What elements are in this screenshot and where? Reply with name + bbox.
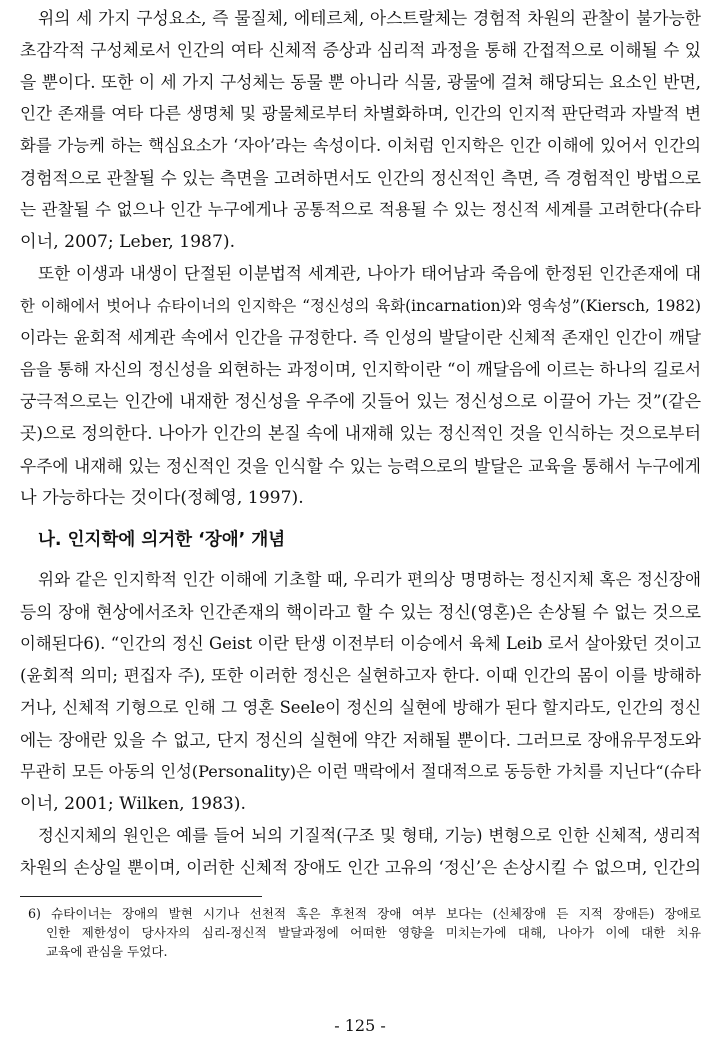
text-line: 에는 장애란 있을 수 없고, 단지 정신의 실현에 약간 저해될 뿐이다. 그러므로 장애유무정도와 [20, 730, 701, 750]
footnote-line: 6) 슈타이너는 장애의 발현 시기나 선천적 혹은 후천적 장애 여부 보다는 (신체장애 든 지적 장애든) 장애로 [28, 906, 701, 921]
footnote-divider [20, 896, 262, 897]
page-number: - 125 - [334, 1016, 386, 1035]
text-line: 곳)으로 정의한다. 나아가 인간의 본질 속에 내재해 있는 정신적인 것을 인식하는 것으로부터 [20, 424, 701, 444]
text-line: 차원의 손상일 뿐이며, 이러한 신체적 장애도 인간 고유의 ‘정신’은 손상시킬 수 없으며, 인간의 [20, 858, 701, 877]
text-line: 음을 통해 자신의 정신성을 외현하는 과정이며, 인지학이란 “이 깨달음에 이르는 하나의 길로서 [20, 360, 701, 379]
text-line: 이해된다6). “인간의 정신 Geist 이란 탄생 이전부터 이승에서 육체 Leib 로서 살아왔던 것이고 [20, 634, 701, 653]
text-line: 거나, 신체적 기형으로 인해 그 영혼 Seele이 정신의 실현에 방해가 된다 할지라도, 인간의 정신 [20, 698, 701, 717]
text-line: 궁극적으로는 인간에 내재한 정신성을 우주에 깃들어 있는 정신성으로 이끌어 가는 것”(같은 [20, 392, 701, 412]
text-line: (윤회적 의미; 편집자 주), 또한 이러한 정신은 실현하고자 한다. 이때 인간의 몸이 이를 방해하 [20, 666, 701, 685]
text-line: 나 가능하다는 것이다(정혜영, 1997). [20, 488, 304, 508]
text-line: 인간 존재를 여타 다른 생명체 및 광물체로부터 차별화하며, 인간의 인지적 판단력과 자발적 변 [20, 104, 701, 123]
text-line: 화를 가능케 하는 핵심요소가 ‘자아’라는 속성이다. 이처럼 인지학은 인간 이해에 있어서 인간의 [20, 136, 701, 155]
text-line: 등의 장애 현상에서조차 인간존재의 핵이라고 할 수 있는 정신(영혼)은 손상될 수 없는 것으로 [20, 602, 701, 622]
text-line: 무관히 모든 아동의 인성(Personality)은 이런 맥락에서 절대적으로 동등한 가치를 지닌다“(슈타 [20, 762, 702, 781]
text-line: 우주에 내재해 있는 정신적인 것을 인식할 수 있는 능력으로의 발달은 교육을 통해서 누구에게 [20, 456, 701, 476]
text-line: 경험적으로 관찰될 수 있는 측면을 고려하면서도 인간의 정신적인 측면, 즉 경험적인 방법으로 [20, 168, 701, 188]
footnote-line: 인한 제한성이 당사자의 심리-정신적 발달과정에 어떠한 영향을 미치는가에 대해, 나아가 이에 대한 치유 [46, 925, 701, 940]
text-line: 정신지체의 원인은 예를 들어 뇌의 기질적(구조 및 형태, 기능) 변형으로 인한 신체적, 생리적 [38, 826, 701, 845]
text-line: 한 이해에서 벗어나 슈타이너의 인지학은 “정신성의 육화(incarnation)와 영속성”(Kiersch, 1982) [20, 297, 701, 315]
text-line: 는 관찰될 수 없으나 인간 누구에게나 공통적으로 적용될 수 있는 정신적 세계를 고려한다(슈타 [20, 200, 701, 219]
section-heading: 나. 인지학에 의거한 ‘장애’ 개념 [38, 530, 286, 550]
text-line: 을 뿐이다. 또한 이 세 가지 구성체는 동물 뿐 아니라 식물, 광물에 걸쳐 해당되는 요소인 반면, [20, 72, 701, 92]
text-line: 초감각적 구성체로서 인간의 여타 신체적 증상과 심리적 과정을 통해 간접적으로 이해될 수 있 [20, 40, 701, 60]
text-line: 또한 이생과 내생이 단절된 이분법적 세계관, 나아가 태어남과 죽음에 한정된 인간존재에 대 [38, 264, 701, 283]
text-line: 이너, 2007; Leber, 1987). [20, 232, 236, 252]
text-line: 이라는 윤회적 세계관 속에서 인간을 규정한다. 즉 인성의 발달이란 신체적 존재인 인간이 깨달 [20, 328, 701, 347]
footnote-line: 교육에 관심을 두었다. [46, 944, 168, 959]
text-line: 위의 세 가지 구성요소, 즉 물질체, 에테르체, 아스트랄체는 경험적 차원의 관찰이 불가능한 [38, 8, 701, 28]
text-line: 이너, 2001; Wilken, 1983). [20, 794, 246, 814]
text-line: 위와 같은 인지학적 인간 이해에 기초할 때, 우리가 편의상 명명하는 정신지체 혹은 정신장애 [38, 570, 701, 589]
